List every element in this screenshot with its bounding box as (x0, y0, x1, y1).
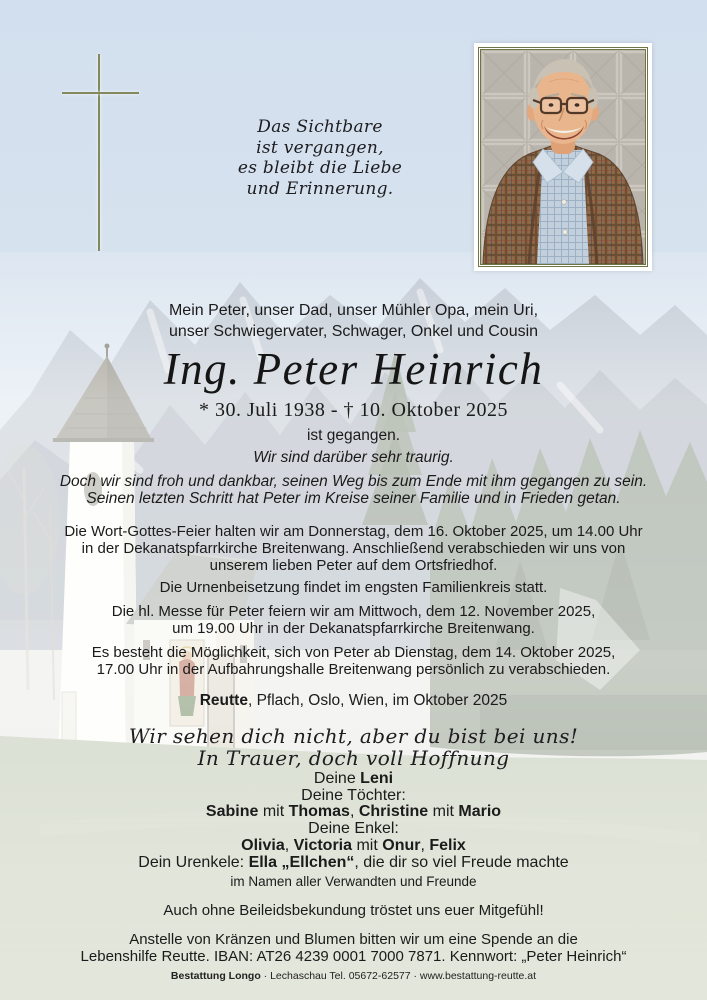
family-line: Deine Enkel: (308, 820, 399, 838)
verse-line: Wir sehen dich nicht, aber du bist bei uns! (128, 724, 579, 748)
mass-line: um 19.00 Uhr in der Dekanatspfarrkirche Breitenwang. (172, 620, 535, 637)
farewell-viewing-paragraph (0, 644, 707, 678)
family-line: Deine Leni (313, 770, 394, 787)
service-line: unserem lieben Peter auf dem Ortsfriedhof. (209, 557, 498, 574)
viewing-line: Es besteht die Möglichkeit, sich von Peter ab Dienstag, dem 14. Oktober 2025, (91, 644, 616, 661)
word-of-god-service-paragraph (0, 523, 707, 574)
gratitude-line: Seinen letzten Schritt hat Peter im Kreise seiner Familie und in Frieden getan. (86, 490, 621, 507)
quote-line: ist vergangen, (256, 137, 384, 158)
deceased-name: Ing. Peter Heinrich (163, 344, 544, 394)
places-date-line: Reutte, Pflach, Oslo, Wien, im Oktober 2025 (199, 692, 508, 709)
quote-line: und Erinnerung. (246, 178, 394, 199)
family-line: Sabine mit Thomas, Christine mit Mario (205, 803, 502, 821)
service-line: Die Wort-Gottes-Feier halten wir am Donnerstag, dem 16. Oktober 2025, um 14.00 Uhr (64, 523, 643, 540)
quote-line: Das Sichtbare (257, 117, 383, 137)
grief-line: Wir sind darüber sehr traurig. (253, 449, 454, 466)
portrait-illustration (481, 50, 645, 264)
donation-paragraph (0, 931, 707, 965)
farewell-verse (0, 725, 707, 769)
family-line: Deine Töchter: (301, 786, 406, 804)
family-line: Olivia, Victoria mit Onur, Felix (241, 836, 466, 854)
relations-intro (0, 300, 707, 342)
donation-line: Anstelle von Kränzen und Blumen bitten wir um eine Spende an die (129, 931, 578, 948)
memorial-quote (140, 117, 500, 199)
mourning-family-list (0, 771, 707, 871)
funeral-home-footer: Bestattung Longo · Lechaschau Tel. 05672-62577 · www.bestattung-reutte.at (170, 970, 537, 982)
birth-death-dates: * 30. Juli 1938 - † 10. Oktober 2025 (198, 399, 509, 421)
service-line: in der Dekanatspfarrkirche Breitenwang. Anschließend verabschieden wir uns von (81, 540, 626, 557)
mass-line: Die hl. Messe für Peter feiern wir am Mittwoch, dem 12. November 2025, (111, 603, 596, 620)
cross-symbol-arm (62, 92, 139, 94)
relations-line: Mein Peter, unser Dad, unser Mühler Opa, mein Uri, (168, 302, 539, 319)
verse-line: In Trauer, doch voll Hoffnung (197, 746, 510, 770)
viewing-line: 17.00 Uhr in der Aufbahrungshalle Breitenwang persönlich zu verabschieden. (96, 661, 611, 678)
portrait-photo (480, 49, 646, 265)
on-behalf-note: im Namen aller Verwandten und Freunde (230, 874, 477, 889)
passing-statement: ist gegangen. (306, 427, 401, 444)
holy-mass-paragraph (0, 603, 707, 637)
cross-symbol (98, 54, 100, 251)
portrait-photo-frame (474, 43, 652, 271)
quote-line: es bleibt die Liebe (237, 158, 403, 178)
donation-line: Lebenshilfe Reutte. IBAN: AT26 4239 0001 7000 7871. Kennwort: „Peter Heinrich“ (80, 948, 627, 965)
relations-line: unser Schwiegervater, Schwager, Onkel und Cousin (168, 323, 539, 340)
urn-burial-note: Die Urnenbeisetzung findet im engsten Familienkreis statt. (159, 579, 548, 596)
family-line: Dein Urenkele: Ella „Ellchen“, die dir so viel Freude machte (138, 853, 569, 871)
gratitude-paragraph (0, 473, 707, 507)
gratitude-line: Doch wir sind froh und dankbar, seinen Weg bis zum Ende mit ihm gegangen zu sein. (59, 473, 648, 490)
condolence-note: Auch ohne Beileidsbekundung tröstet uns euer Mitgefühl! (163, 902, 544, 919)
